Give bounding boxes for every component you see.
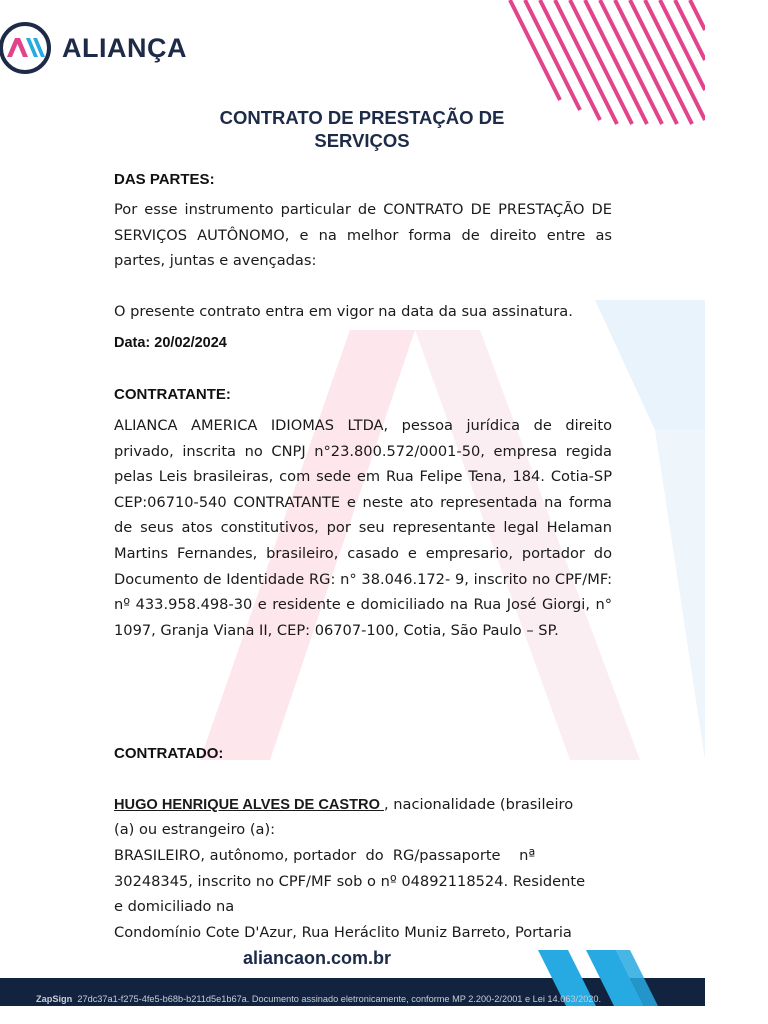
- contratado-line-6: Condomínio Cote D'Azur, Rua Heráclito Muniz Barreto, Portaria: [114, 924, 572, 941]
- brand-name: ALIANÇA: [62, 32, 187, 63]
- page-margin: [705, 0, 768, 1024]
- contratado-name: HUGO HENRIQUE ALVES DE CASTRO: [114, 797, 385, 813]
- contratado-heading: CONTRATADO:: [114, 745, 224, 762]
- contratante-heading: CONTRATANTE:: [114, 386, 231, 403]
- parties-intro: Por esse instrumento particular de CONTRATO DE PRESTAÇÃO DE SERVIÇOS AUTÔNOMO, e na melhor forma de direito entre as partes, juntas e avençadas:: [114, 201, 612, 270]
- contratado-line-5: e domiciliado na: [114, 898, 235, 915]
- validity-text: O presente contrato entra em vigor na data da sua assinatura.: [114, 303, 573, 320]
- contratado-line-2: (a) ou estrangeiro (a):: [114, 821, 276, 838]
- alianca-logo-icon: [0, 21, 52, 75]
- website-link[interactable]: aliancaon.com.br: [243, 948, 392, 968]
- page-title: CONTRATO DE PRESTAÇÃO DE SERVIÇOS: [219, 107, 505, 151]
- zapsign-signature-note: ZapSign 27dc37a1-f275-4fe5-b68b-b211d5e1b67a. Documento assinado eletronicamente, conforme MP 2.200-2/2001 e Lei 14.063/2020.: [36, 994, 602, 1004]
- contratante-text: ALIANCA AMERICA IDIOMAS LTDA, pessoa jurídica de direito privado, inscrita no CNPJ n°23.800.572/0001-50, empresa regida pelas Leis brasileiras, com sede em Rua Felipe Tena, 184. Cotia-SP CEP:06710-540 CONTRATANTE e neste ato representada na forma de seus atos constitutivos, por seu representante legal Helaman Martins Fernandes, brasileiro, casado e empresario, portador do Documento de Identidade RG: n° 38.046.172- 9, inscrito no CPF/MF: nº 433.958.498-30 e residente e domiciliado na Rua José Giorgi, n° 1097, Granja Viana II, CEP: 06707-100, Cotia, São Paulo – SP.: [114, 417, 612, 639]
- contratado-line-4: 30248345, inscrito no CPF/MF sob o nº 04892118524. Residente: [114, 873, 586, 890]
- contratado-line-3: BRASILEIRO, autônomo, portador do RG/passaporte nª: [114, 847, 536, 864]
- parties-heading: DAS PARTES:: [114, 171, 215, 188]
- contract-date: Data: 20/02/2024: [114, 335, 227, 351]
- brand-logo: [0, 20, 187, 76]
- contratado-name-line: HUGO HENRIQUE ALVES DE CASTRO , nacionalidade (brasileiro: [114, 796, 574, 813]
